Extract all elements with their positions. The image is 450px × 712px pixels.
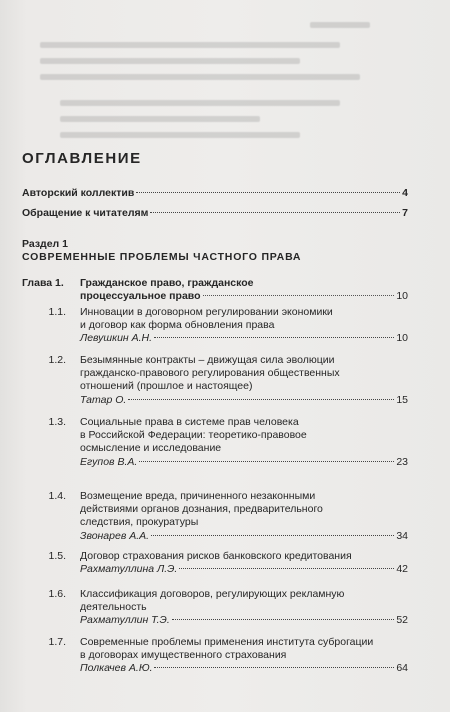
leader-dots [154,337,394,338]
toc-item-authors[interactable] [22,187,408,200]
leader-dots [136,192,400,193]
entry-author: Егупов В.А. [80,455,138,468]
toc-item-title: Авторский коллектив [22,187,135,199]
toc-item-title: Обращение к читателям [22,207,149,219]
entry-title-line: Социальные права в системе прав человека [80,416,299,428]
entry-title-line: отношений (прошлое и настоящее) [80,380,253,393]
section-title: СОВРЕМЕННЫЕ ПРОБЛЕМЫ ЧАСТНОГО ПРАВА [22,251,302,263]
leader-dots [154,667,394,668]
entry-number: 1.6. [48,588,66,600]
leader-dots [150,212,400,213]
entry-title-line: Возмещение вреда, причиненного незаконными [80,490,316,502]
entry-author: Звонарев А.А. [80,529,150,542]
entry-author: Левушкин А.Н. [80,332,153,345]
entry-number: 1.4. [48,490,66,502]
entry-page: 23 [396,455,408,468]
entry-author: Рахматуллина Л.Э. [80,563,178,576]
entry-title-line: в Российской Федерации: теоретико-правовое [80,429,307,442]
leader-dots [179,568,394,569]
chapter-title-line: процессуальное право [80,290,201,303]
entry-page: 10 [396,332,408,345]
entry-title-line: в договорах имущественного страхования [80,649,287,662]
toc-chapter[interactable] [22,277,408,307]
entry-page: 15 [396,393,408,406]
entry-title-line: гражданско-правового регулирования общественных [80,367,340,380]
entry-page: 52 [396,614,408,627]
entry-page: 42 [396,563,408,576]
entry-number: 1.1. [48,306,66,318]
entry-title-line: следствия, прокуратуры [80,516,199,529]
entry-number: 1.5. [48,550,66,562]
leader-dots [172,619,395,620]
section-label: Раздел 1 [22,238,68,250]
entry-title-line: Классификация договоров, регулирующих рекламную [80,588,345,600]
chapter-title-line: Гражданское право, гражданское [80,277,254,289]
entry-page: 34 [396,529,408,542]
entry-title-line: и договор как форма обновления права [80,319,275,332]
entry-number: 1.2. [48,354,66,366]
entry-title-line: Безымянные контракты – движущая сила эволюции [80,354,335,366]
entry-author: Рахматуллин Т.Э. [80,614,170,627]
entry-title-line: осмысление и исследование [80,442,222,455]
toc-item-address[interactable] [22,207,408,220]
toc-heading: ОГЛАВЛЕНИЕ [22,150,142,167]
entry-title-line: Договор страхования рисков банковского кредитования [80,550,352,562]
entry-title-line: действиями органов дознания, предварительного [80,503,323,516]
entry-author: Полкачев А.Ю. [80,662,153,675]
leader-dots [139,461,394,462]
entry-title-line: Инновации в договорном регулировании экономики [80,306,333,318]
entry-number: 1.7. [48,636,66,648]
entry-title-line: деятельность [80,601,147,614]
entry-page: 64 [396,662,408,675]
entry-author: Татар О. [80,393,127,406]
leader-dots [151,535,394,536]
leader-dots [128,399,394,400]
toc-item-page: 7 [402,207,408,219]
entry-title-line: Современные проблемы применения института суброгации [80,636,374,648]
bleed-through-text [0,0,450,140]
leader-dots [203,295,395,296]
chapter-page: 10 [396,290,408,303]
chapter-number: Глава 1. [22,277,64,289]
entry-number: 1.3. [48,416,66,428]
toc-item-page: 4 [402,187,408,199]
